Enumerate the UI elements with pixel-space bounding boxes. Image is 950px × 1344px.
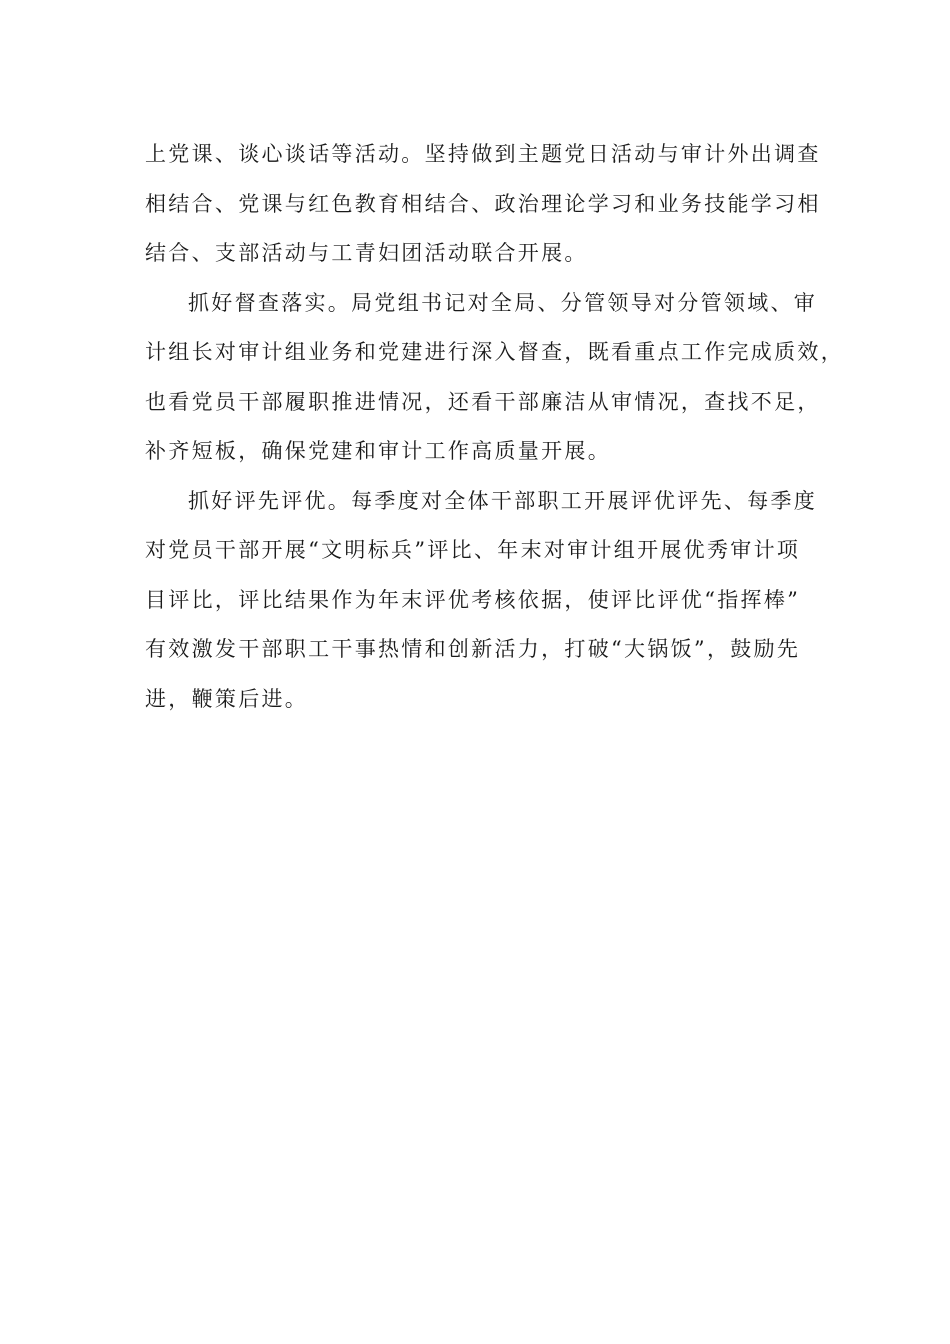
text-line: 进，鞭策后进。: [145, 686, 309, 711]
text-line: 有效激发干部职工干事热情和创新活力，打破“大锅饭”，鼓励先: [145, 637, 801, 661]
paragraph-start-line: 抓好评先评优。每季度对全体干部职工开展评优评先、每季度: [188, 488, 818, 513]
text-line: 相结合、党课与红色教育相结合、政治理论学习和业务技能学习相: [145, 191, 821, 216]
text-line: 结合、支部活动与工青妇团活动联合开展。: [145, 241, 588, 265]
text-line: 补齐短板，确保党建和审计工作高质量开展。: [145, 439, 611, 463]
text-line: 对党员干部开展“文明标兵”评比、年末对审计组开展优秀审计项: [145, 538, 801, 562]
text-line: 也看党员干部履职推进情况，还看干部廉洁从审情况，查找不足，: [145, 389, 821, 414]
paragraph-start-line: 抓好督查落实。局党组书记对全局、分管领导对分管领域、审: [188, 290, 818, 315]
document-body: [145, 130, 844, 724]
text-line: 上党课、谈心谈话等活动。坚持做到主题党日活动与审计外出调查: [145, 142, 821, 166]
text-line: 计组长对审计组业务和党建进行深入督查，既看重点工作完成质效，: [145, 340, 844, 364]
text-line: 目评比，评比结果作为年末评优考核依据，使评比评优“指挥棒”: [145, 587, 801, 612]
